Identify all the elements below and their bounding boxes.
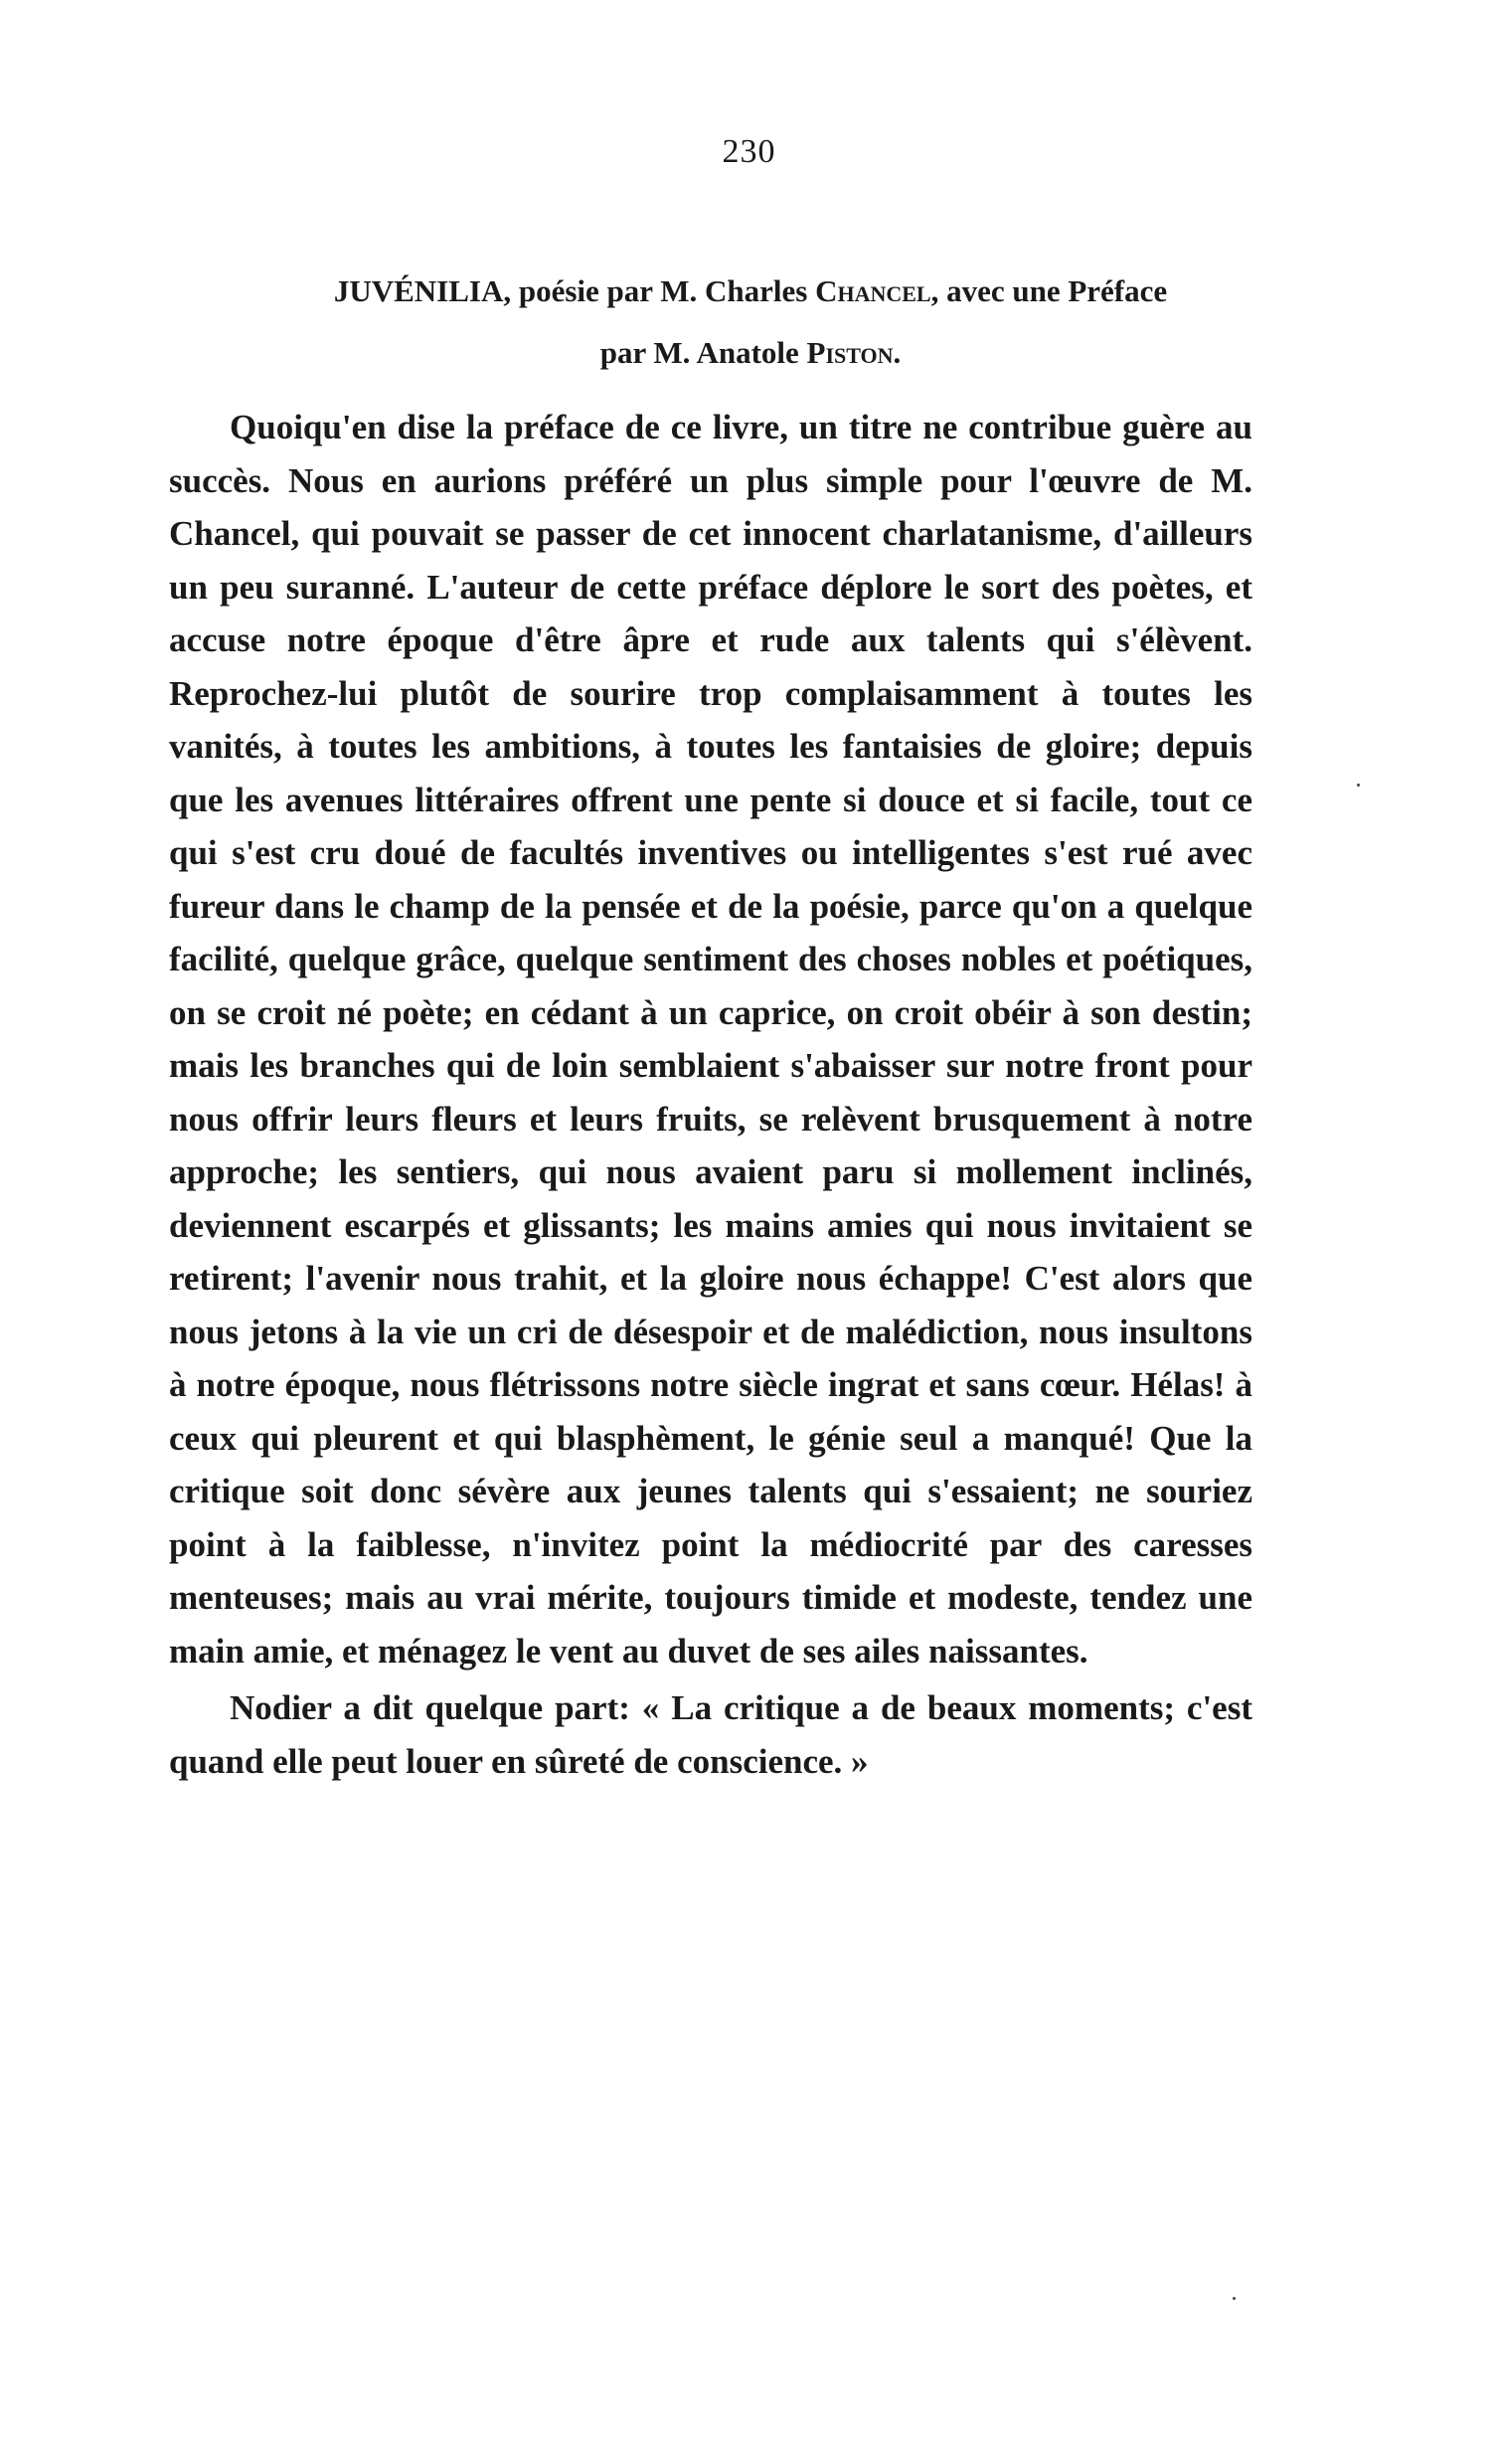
book-title: JUVÉNILIA, [333,273,512,308]
heading-text-3: par M. Anatole [599,335,807,370]
review-heading [119,261,1382,384]
scan-speck [1357,784,1360,787]
scan-speck [1233,2297,1236,2300]
page-number: 230 [722,133,776,170]
author-name: Chancel [815,273,931,308]
heading-line-2 [119,322,1382,384]
paragraph-2: Nodier a dit quelque part: « La critique a de beaux moments; c'est quand elle peut louer en sûreté de conscience. » [169,1688,1252,1781]
prefacer-name: Piston [806,335,894,370]
heading-text-2: , avec une Préface [930,273,1168,308]
heading-line-1 [119,261,1382,322]
review-body [169,401,1252,1788]
paragraph-1: Quoiqu'en dise la préface de ce livre, un titre ne contribue guère au succès. Nous en aurions préféré un plus simple pour l'œuvre de M. Chancel, qui pouvait se passer de cet innocent charlatanisme, d'ailleurs un peu suranné. L'auteur de cette préface déplore le sort des poètes, et accuse notre époque d'être âpre et rude aux talents qui s'élèvent. Reprochez-lui plutôt de sourire trop complaisamment à toutes les vanités, à toutes les ambitions, à toutes les fantaisies de gloire; depuis que les avenues littéraires offrent une pente si douce et si facile, tout ce qui s'est cru doué de facultés inventives ou intelligentes s'est rué avec fureur dans le champ de la pensée et de la poésie, parce qu'on a quelque facilité, quelque grâce, quelque sentiment des choses nobles et poétiques, on se croit né poète; en cédant à un caprice, on croit obéir à son destin; mais les branches qui de loin semblaient s'abaisser sur notre front pour nous offrir leurs fleurs et leurs fruits, se relèvent brusquement à notre approche; les sentiers, qui nous avaient paru si mollement inclinés, deviennent escarpés et glissants; les mains amies qui nous invitaient se retirent; l'avenir nous trahit, et la gloire nous échappe! C'est alors que nous jetons à la vie un cri de désespoir et de malédiction, nous insultons à notre époque, nous flétrissons notre siècle ingrat et sans cœur. Hélas! à ceux qui pleurent et qui blasphèment, le génie seul a manqué! Que la critique soit donc sévère aux jeunes talents qui s'essaient; ne souriez point à la faiblesse, n'invitez point la médiocrité par des caresses menteuses; mais au vrai mérite, toujours timide et modeste, tendez une main amie, et ménagez le vent au duvet de ses ailes naissantes. [169,408,1252,1671]
heading-end: . [893,335,902,370]
heading-text-1: poésie par M. Charles [511,273,816,308]
